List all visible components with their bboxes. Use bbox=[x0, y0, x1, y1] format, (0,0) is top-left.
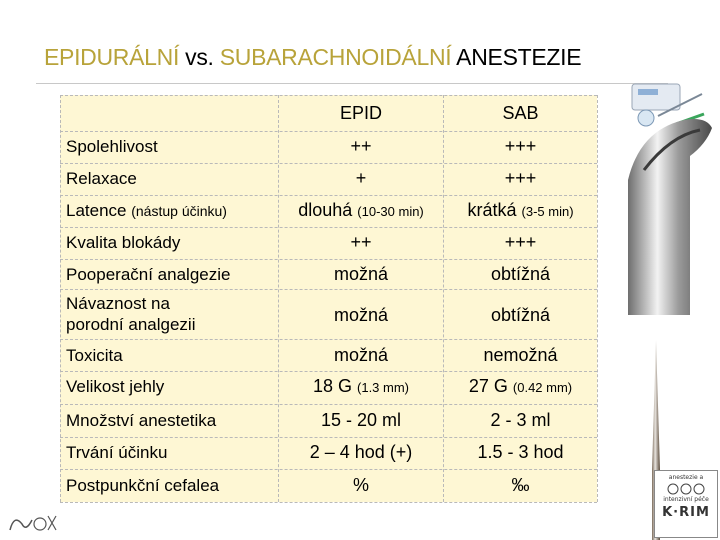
column-header-sab: SAB bbox=[502, 103, 539, 123]
row-label-note: (nástup účinku) bbox=[131, 203, 227, 219]
title-vs: vs. bbox=[179, 44, 220, 70]
sab-value bbox=[444, 200, 597, 221]
table-rule bbox=[60, 227, 597, 228]
sab-value: 1.5 - 3 hod bbox=[477, 442, 564, 462]
epid-value-main: 18 G bbox=[312, 376, 352, 396]
row-label: Relaxace bbox=[66, 169, 137, 188]
table-rule bbox=[60, 404, 597, 405]
row-label bbox=[66, 201, 227, 221]
krim-logo bbox=[654, 470, 718, 538]
sab-value: 2 - 3 ml bbox=[490, 410, 551, 430]
logo-figures-icon bbox=[661, 482, 711, 496]
logo-top-text: anestezie a bbox=[668, 474, 704, 481]
sab-value: ‰ bbox=[511, 475, 530, 495]
row-label: Pooperační analgezie bbox=[66, 265, 231, 284]
table-rule bbox=[60, 371, 597, 372]
table-col-divider-1 bbox=[278, 95, 279, 502]
row-label: Velikost jehly bbox=[66, 377, 165, 396]
epid-value: možná bbox=[333, 305, 389, 325]
table-rule bbox=[60, 195, 597, 196]
epid-value bbox=[280, 200, 442, 221]
epid-value-note: (1.3 mm) bbox=[357, 380, 410, 395]
table-rule bbox=[60, 339, 597, 340]
epid-value-main: dlouhá bbox=[298, 200, 353, 220]
epid-value: možná bbox=[333, 345, 389, 365]
title-underline bbox=[36, 83, 668, 84]
epid-value: + bbox=[355, 168, 367, 188]
column-header-epid: EPID bbox=[339, 103, 382, 123]
table-rule bbox=[60, 163, 597, 164]
epid-value: ++ bbox=[350, 136, 372, 156]
row-label: Trvání účinku bbox=[66, 443, 168, 462]
table-rule bbox=[60, 502, 597, 503]
slide-title bbox=[44, 44, 581, 71]
row-label-main: Latence bbox=[66, 201, 127, 220]
epid-value: 15 - 20 ml bbox=[320, 410, 402, 430]
sab-value-main: 27 G bbox=[468, 376, 508, 396]
sab-value: +++ bbox=[504, 136, 537, 156]
sab-value: +++ bbox=[504, 232, 537, 252]
title-anestezie: ANESTEZIE bbox=[451, 44, 582, 70]
table-rule bbox=[60, 259, 597, 260]
title-epidural: EPIDURÁLNÍ bbox=[44, 44, 180, 70]
epid-value bbox=[280, 376, 442, 397]
sab-value: +++ bbox=[504, 168, 537, 188]
row-label: Kvalita blokády bbox=[66, 233, 181, 252]
row-label: Postpunkční cefalea bbox=[66, 476, 220, 495]
table-rule bbox=[60, 131, 597, 132]
table-border-right bbox=[597, 95, 598, 502]
row-label-line1: Návaznost na bbox=[66, 294, 170, 313]
epid-value: ++ bbox=[350, 232, 372, 252]
row-label: Množství anestetika bbox=[66, 411, 217, 430]
logo-mid-text: intenzivní péče bbox=[663, 496, 709, 503]
epid-value-note: (10-30 min) bbox=[357, 204, 424, 219]
sab-value-note: (0.42 mm) bbox=[512, 380, 573, 395]
sab-value bbox=[444, 376, 597, 397]
sab-value: obtížná bbox=[490, 264, 551, 284]
title-subarachnoid: SUBARACHNOIDÁLNÍ bbox=[219, 44, 452, 70]
row-label: Toxicita bbox=[66, 346, 123, 365]
corner-ornament bbox=[6, 512, 62, 534]
sab-value-main: krátká bbox=[467, 200, 517, 220]
table-rule bbox=[60, 289, 597, 290]
epid-value: možná bbox=[333, 264, 389, 284]
sab-value-note: (3-5 min) bbox=[521, 204, 574, 219]
epid-value: 2 – 4 hod (+) bbox=[309, 442, 413, 462]
row-label: Spolehlivost bbox=[66, 137, 158, 156]
sab-value: nemožná bbox=[483, 345, 558, 365]
epid-value: % bbox=[352, 475, 369, 495]
sab-value: obtížná bbox=[490, 305, 551, 325]
table-rule bbox=[60, 437, 597, 438]
table-border-left bbox=[60, 95, 61, 502]
row-label-line2: porodní analgezii bbox=[66, 315, 196, 334]
logo-brand: K·RIM bbox=[662, 505, 710, 520]
row-label bbox=[66, 293, 195, 335]
table-rule bbox=[60, 469, 597, 470]
